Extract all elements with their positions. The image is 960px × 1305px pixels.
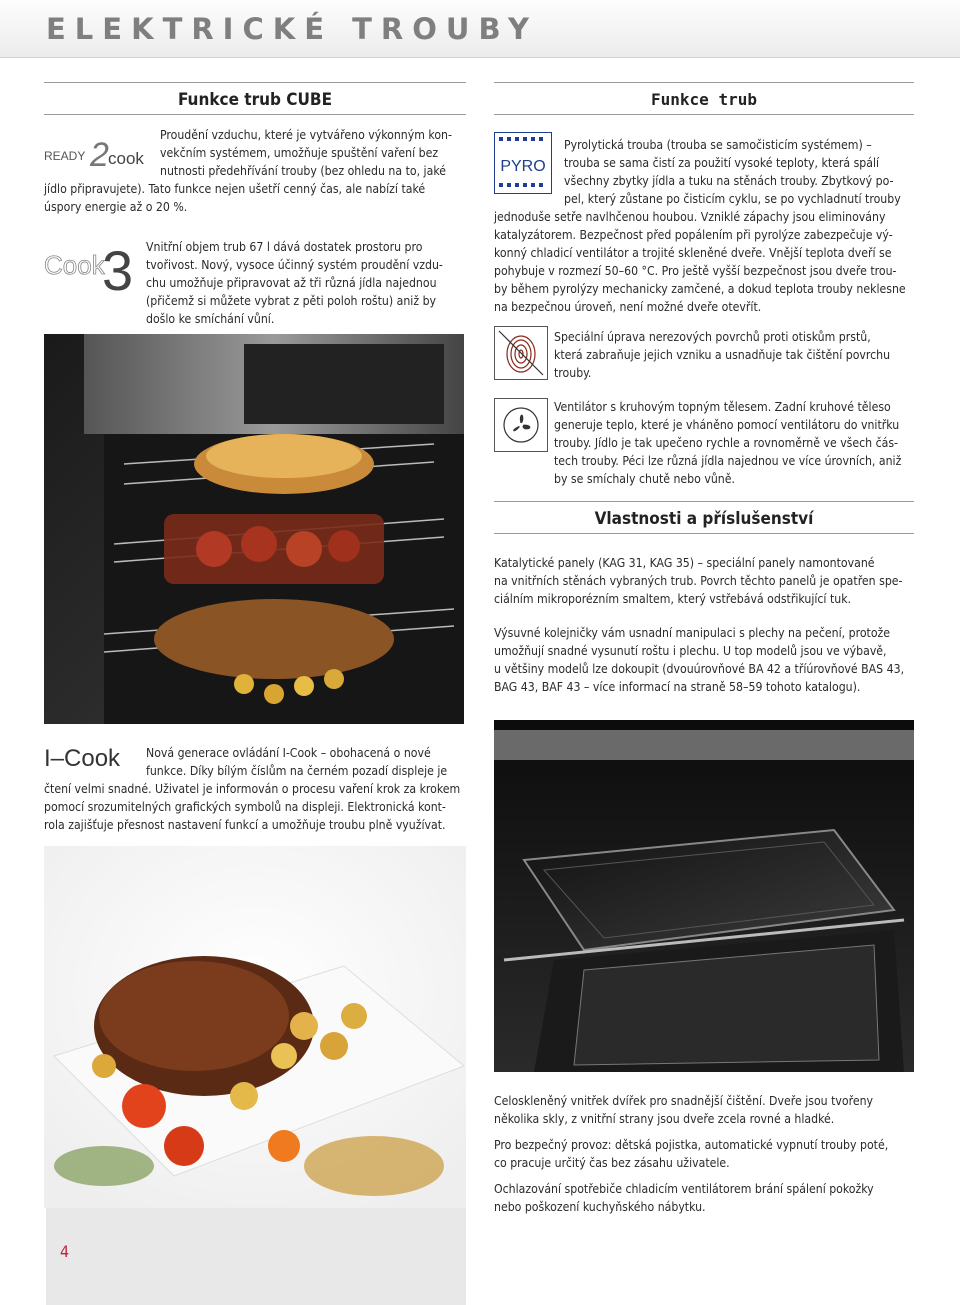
oven-rails-photo bbox=[494, 720, 914, 1072]
steel-para-line: která zabraňuje jejich vzniku a usnadňuje tak čištění povrchu bbox=[554, 348, 891, 362]
pyro-para-line: Pyrolytická trouba (trouba se samočisticím systémem) – bbox=[564, 138, 872, 152]
icook-para-line: funkce. Díky bílým číslům na černém pozadí displeje je bbox=[146, 764, 448, 778]
svg-text:cook: cook bbox=[108, 149, 144, 168]
svg-text:READY: READY bbox=[44, 149, 86, 163]
icook-para-line: pomocí srozumitelných grafických symbolů na displeji. Elektronická kont- bbox=[44, 800, 446, 814]
section-heading-accessories: Vlastnosti a příslušenství bbox=[594, 509, 814, 529]
divider bbox=[494, 501, 914, 502]
section-heading-functions: Funkce trub bbox=[651, 90, 757, 109]
cook3-para-line: Vnitřní objem trub 67 l dává dostatek prostoru pro bbox=[146, 240, 423, 254]
anti-fingerprint-icon bbox=[494, 326, 548, 380]
ready-para-line: nutnosti předehřívání trouby (bez ohledu na to, jaké bbox=[160, 164, 446, 178]
safety-para-line: Pro bezpečný provoz: dětská pojistka, automatické vypnutí trouby poté, bbox=[494, 1138, 889, 1152]
pyro-para-line: všechny zbytky jídla a tuku na stěnách trouby. Zbytkový po- bbox=[564, 174, 894, 188]
fan-para-line: trouby. Jídlo je tak upečeno rychle a rovnoměrně ve všech čás- bbox=[554, 436, 899, 450]
catalytic-para-line: na vnitřních stěnách vybraných trub. Povrch těchto panelů je opatřen spe- bbox=[494, 574, 903, 588]
catalytic-para-line: ciálním mikroporézním smaltem, který vstřebává odstřikující tuk. bbox=[494, 592, 852, 606]
steel-para-line: trouby. bbox=[554, 366, 592, 380]
section-heading-cube: Funkce trub CUBE bbox=[177, 90, 333, 110]
fan-para-line: by se smíchaly chutě nebo vůně. bbox=[554, 472, 735, 486]
icook-para-line: rola zajišťuje přesnost nastavení funkcí a umožňuje troubu plně využívat. bbox=[44, 818, 446, 832]
pyro-para-line: pohybuje v rozmezí 50–60 °C. Pro ještě vyšší bezpečnost jsou dveře trou- bbox=[494, 264, 897, 278]
cook3-para-line: došlo ke smíchání vůní. bbox=[146, 312, 275, 326]
divider bbox=[494, 533, 914, 534]
fan-para-line: tech trouby. Péci lze různá jídla najednou ve více úrovních, aniž bbox=[554, 454, 902, 468]
divider bbox=[494, 114, 914, 115]
pyro-para-line: katalyzátorem. Bezpečnost před popálením při pyrolýze zabezpečuje vý- bbox=[494, 228, 893, 242]
pyro-para-line: konný chladicí ventilátor a trojité skleněné dveře. Vnější teplota dveří se bbox=[494, 246, 892, 260]
svg-text:Cook: Cook bbox=[44, 250, 105, 280]
cook3-para-line: tvořivost. Nový, vysoce účinný systém proudění vzdu- bbox=[146, 258, 443, 272]
svg-text:2: 2 bbox=[90, 136, 109, 172]
cook3-logo bbox=[44, 238, 136, 296]
page-title: ELEKTRICKÉ TROUBY bbox=[46, 12, 538, 46]
pyro-para-line: na bezpečnou úroveň, není možné dveře otevřít. bbox=[494, 300, 762, 314]
roast-meat-photo bbox=[44, 846, 466, 1208]
glass-para-line: několika skly, z vnitřní strany jsou dveře zcela rovné a hladké. bbox=[494, 1112, 835, 1126]
svg-text:3: 3 bbox=[102, 239, 134, 296]
pyro-para-line: trouba se sama čistí za použití vysoké teploty, která spálí bbox=[564, 156, 880, 170]
svg-text:PYRO: PYRO bbox=[500, 158, 546, 175]
rails-para-line: BAG 43, BAF 43 – více informací na straně 58–59 tohoto katalogu). bbox=[494, 680, 861, 694]
icook-para-line: Nová generace ovládání I-Cook – obohacená o nové bbox=[146, 746, 431, 760]
divider bbox=[44, 82, 466, 83]
safety-para-line: co pracuje určitý čas bez zásahu uživatele. bbox=[494, 1156, 730, 1170]
rails-para-line: u většiny modelů lze dokoupit (dvouúrovňové BA 42 a tříúrovňové BAS 43, bbox=[494, 662, 905, 676]
steel-para-line: Speciální úprava nerezových povrchů proti otiskům prstů, bbox=[554, 330, 871, 344]
pyro-para-line: jednoduše setře navlhčenou houbou. Vzniklé zápachy jsou eliminovány bbox=[494, 210, 886, 224]
glass-para-line: Celoskleněný vnitřek dvířek pro snadnější čištění. Dveře jsou tvořeny bbox=[494, 1094, 874, 1108]
cook3-para-line: chu umožňuje připravovat až tři různá jídla najednou bbox=[146, 276, 437, 290]
ready-para-line: Proudění vzduchu, které je vytvářeno výkonným kon- bbox=[160, 128, 452, 142]
icook-logo bbox=[44, 742, 140, 772]
fan-para-line: Ventilátor s kruhovým topným tělesem. Zadní kruhové těleso bbox=[554, 400, 891, 414]
fan-heating-element-icon bbox=[494, 398, 548, 452]
cooling-para-line: nebo poškození kuchyňského nábytku. bbox=[494, 1200, 706, 1214]
ready2cook-logo bbox=[44, 132, 152, 172]
pyro-icon bbox=[494, 132, 552, 194]
rails-para-line: umožňují snadné vysunutí roštu i plechu. U top modelů jsou ve výbavě, bbox=[494, 644, 887, 658]
rails-para-line: Výsuvné kolejničky vám usnadní manipulaci s plechy na pečení, protože bbox=[494, 626, 891, 640]
pyro-para-line: by během pyrolýzy mechanicky zamčené, a dokud teplota trouby neklesne bbox=[494, 282, 906, 296]
page-number: 4 bbox=[60, 1242, 70, 1261]
ready-para-line: vekčním systémem, umožňuje spuštění vaření bez bbox=[160, 146, 439, 160]
page-number-band bbox=[46, 1208, 466, 1305]
divider bbox=[494, 82, 914, 83]
catalytic-para-line: Katalytické panely (KAG 31, KAG 35) – speciální panely namontované bbox=[494, 556, 875, 570]
pyro-para-line: pel, který zůstane po čisticím cyklu, se po vychladnutí trouby bbox=[564, 192, 901, 206]
divider bbox=[44, 114, 466, 115]
fan-para-line: generuje teplo, které je vháněno pomocí ventilátoru do vnitřku bbox=[554, 418, 900, 432]
cooling-para-line: Ochlazování spotřebiče chladicím ventilátorem brání spálení pokožky bbox=[494, 1182, 874, 1196]
ready-para-line: jídlo připravujete). Tato funkce nejen ušetří cenný čas, ale nabízí také bbox=[44, 182, 426, 196]
cook3-para-line: (přičemž si můžete vybrat z pěti poloh roštu) aniž by bbox=[146, 294, 437, 308]
icook-para-line: čtení velmi snadné. Uživatel je informován o procesu vaření krok za krokem bbox=[44, 782, 461, 796]
ready-para-line: úspory energie až o 20 %. bbox=[44, 200, 188, 214]
svg-text:I–Cook: I–Cook bbox=[44, 745, 121, 772]
oven-with-food-photo bbox=[44, 334, 464, 724]
